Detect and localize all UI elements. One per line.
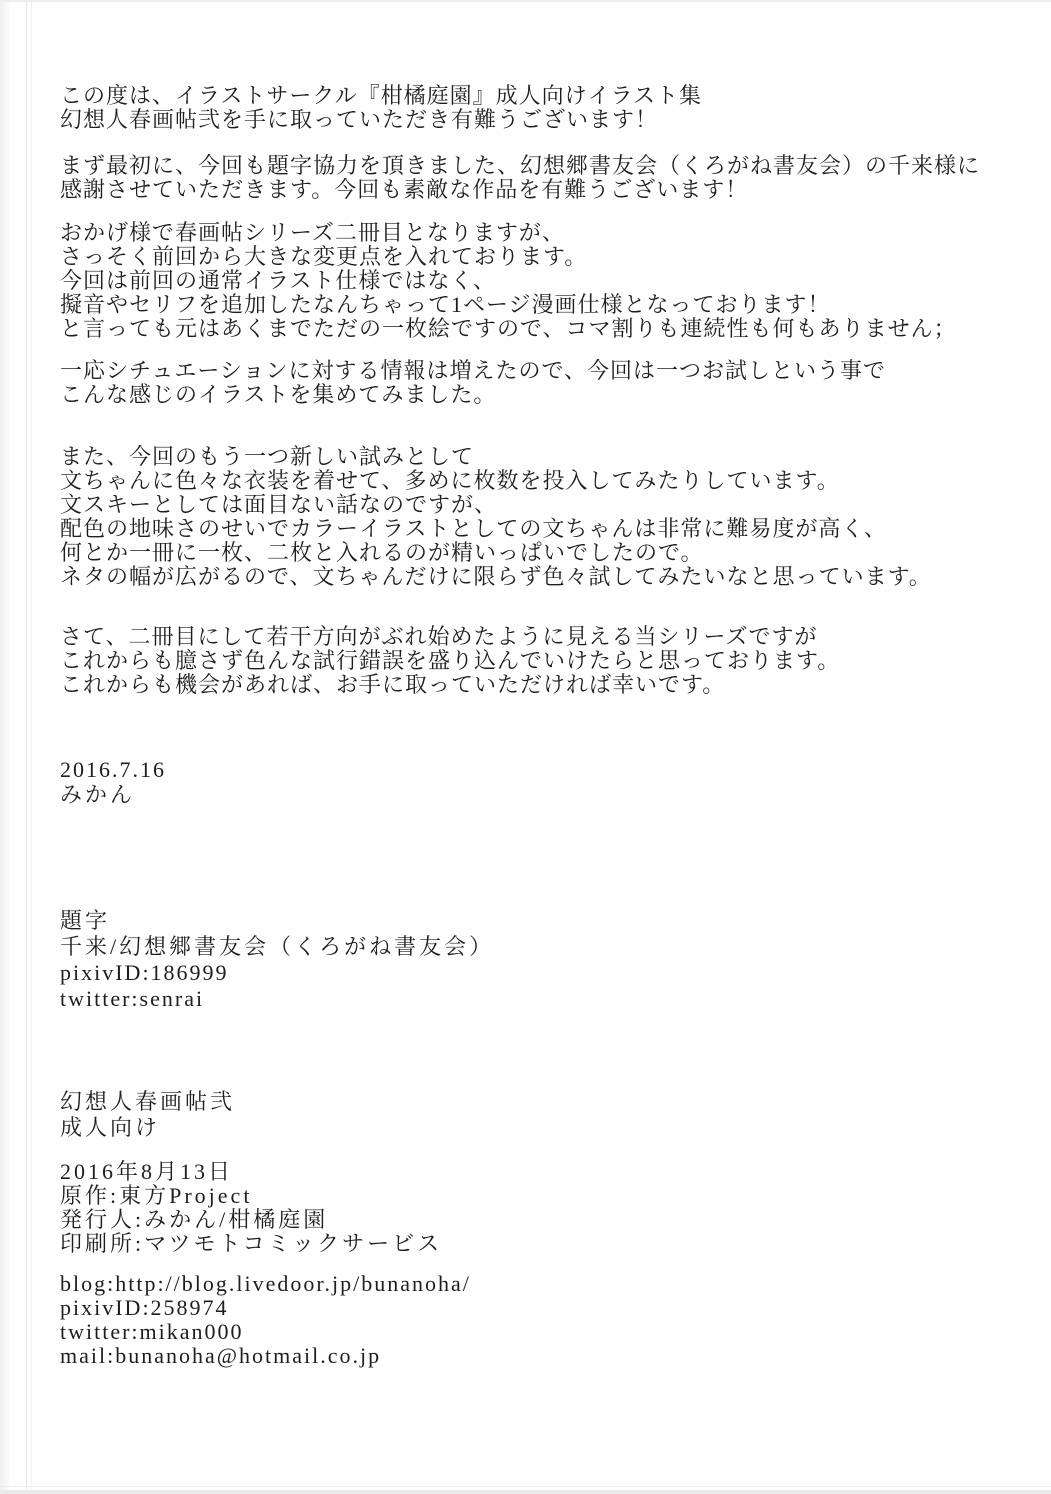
text-line: 擬音やセリフを追加したなんちゃって1ページ漫画仕様となっております！ [60,292,831,317]
text-line: 一応シチュエーションに対する情報は増えたので、今回は一つお試しという事で [60,358,887,383]
scan-vertical-line-2 [31,0,32,1494]
afterword-paragraph-situation [60,359,886,407]
text-line: これからも臆さず色んな試行錯誤を盛り込んでいけたらと思っております。 [60,648,841,673]
publisher: 発行人:みかん/柑橘庭園 [60,1207,329,1232]
text-line: 文ちゃんに色々な衣装を着せて、多めに枚数を投入してみたりしています。 [60,468,840,493]
text-line: 幻想人春画帖弐を手に取っていただき有難うございます！ [60,107,659,132]
blog-url: blog:http://blog.livedoor.jp/bunanoha/ [60,1271,471,1296]
text-line: 配色の地味さのせいでカラーイラストとしての文ちゃんは非常に難易度が高く、 [60,516,887,541]
scan-bottom-line [0,1486,1051,1487]
calligraphy-credits-block [60,908,494,1012]
scan-vertical-line [26,0,27,1494]
original-work: 原作:東方Project [60,1183,253,1208]
printer: 印刷所:マツモトコミックサービス [60,1231,443,1256]
text-line: 今回は前回の通常イラスト仕様ではなく、 [60,268,496,293]
credits-pixiv-id: pixivID:186999 [60,960,229,985]
book-title: 幻想人春画帖弐 [60,1089,236,1114]
signature-date: 2016.7.16 [60,757,166,782]
credits-heading: 題字 [60,908,111,933]
text-line: この度は、イラストサークル『柑橘庭園』成人向けイラスト集 [60,83,703,108]
text-line: 感謝させていただきます。今回も素敵な作品を有難うございます！ [60,177,749,202]
text-line: 何とか一冊に一枚、二枚と入れるのが精いっぱいでしたので。 [60,540,704,565]
text-line: さっそく前回から大きな変更点を入れております。 [60,244,588,269]
text-line: ネタの幅が広がるので、文ちゃんだけに限らず色々試してみたいなと思っています。 [60,564,932,589]
text-line: こんな感じのイラストを集めてみました。 [60,382,497,407]
credits-artist: 千来/幻想郷書友会（くろがね書友会） [60,934,495,959]
text-line: また、今回のもう一つ新しい試みとして [60,444,475,469]
twitter-handle: twitter:mikan000 [60,1319,244,1344]
signature-name: みかん [60,782,136,807]
afterword-paragraph-calligraphy-thanks [60,154,980,202]
book-rating: 成人向け [60,1115,161,1140]
scan-bottom-band [0,1490,1051,1494]
credits-twitter-handle: twitter:senrai [60,986,205,1011]
text-line: と言っても元はあくまでただの一枚絵ですので、コマ割りも連続性も何もありません； [60,316,957,341]
scan-top-line [0,0,1051,2]
mail-address: mail:bunanoha@hotmail.co.jp [60,1343,382,1368]
contact-info-block [60,1272,471,1368]
text-line: さて、二冊目にして若干方向がぶれ始めたように見える当シリーズですが [60,624,818,649]
signature-block [60,757,166,807]
text-line: まず最初に、今回も題字協力を頂きました、幻想郷書友会（くろがね書友会）の千来様に [60,153,981,178]
text-line: おかげ様で春画帖シリーズ二冊目となりますが、 [60,220,565,245]
afterword-paragraph-closing [60,625,840,697]
text-line: 文スキーとしては面目ない話なのですが、 [60,492,498,517]
publication-info-block [60,1160,442,1256]
text-line: これからも機会があれば、お手に取っていただければ幸いです。 [60,672,726,697]
afterword-paragraph-outfits [60,445,932,589]
pixiv-id: pixivID:258974 [60,1295,229,1320]
afterword-paragraph-thanks [60,84,702,132]
afterword-paragraph-changes [60,221,957,341]
publish-date: 2016年8月13日 [60,1159,234,1184]
book-title-block [60,1089,235,1141]
scan-edge-artifact [0,0,9,1494]
